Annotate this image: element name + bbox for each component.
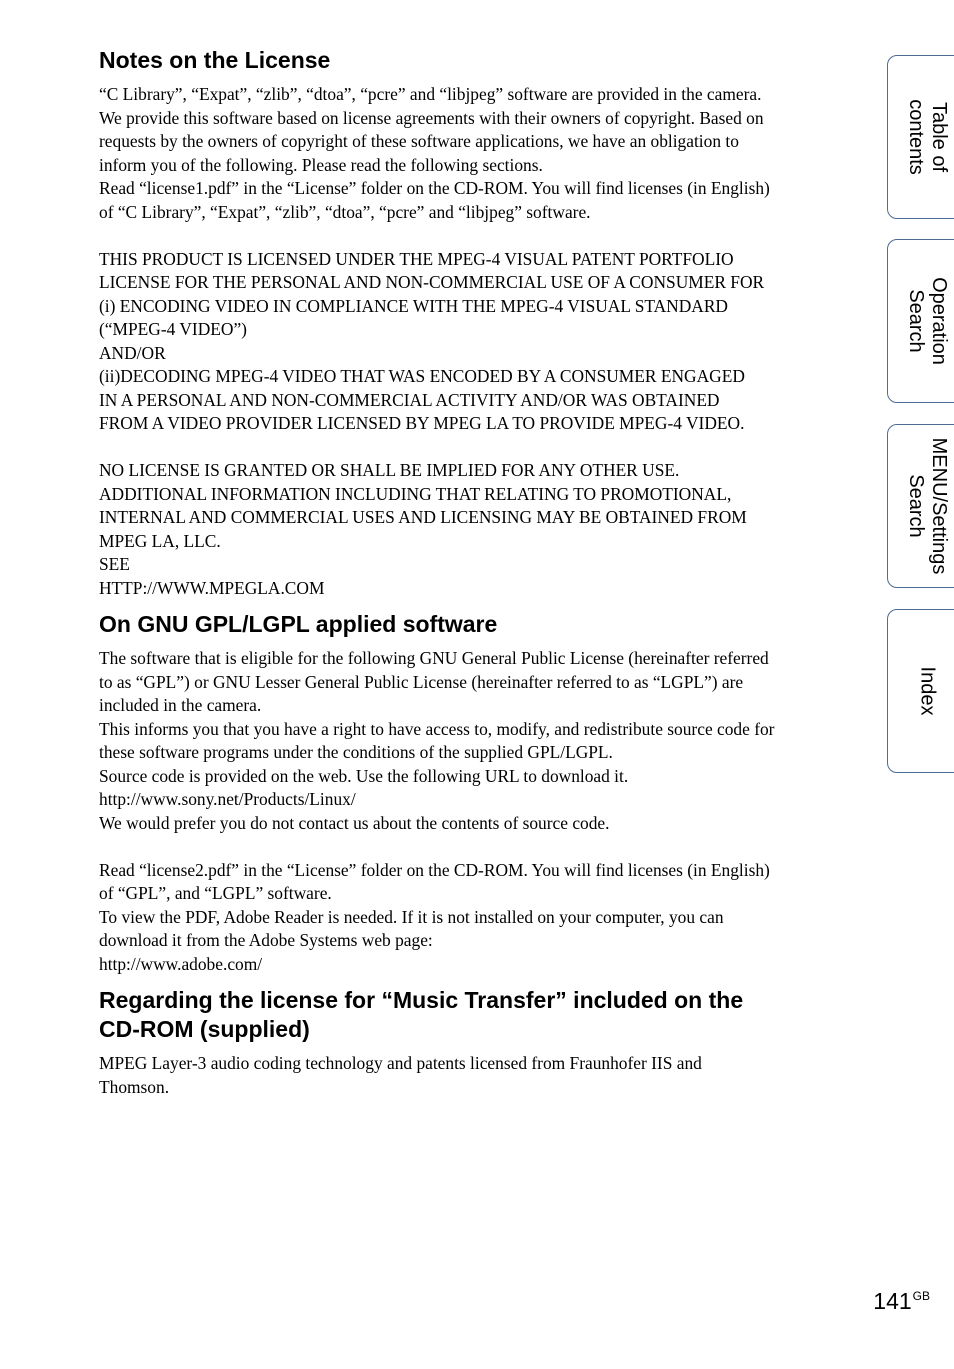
tab-index[interactable] — [887, 609, 954, 773]
text-line: We provide this software based on license agreements with their owners of copyright. Based on — [99, 107, 764, 128]
tab-label — [904, 277, 950, 365]
tab-label — [904, 438, 950, 575]
tab-table-of-contents[interactable] — [887, 55, 954, 219]
blank-line — [99, 224, 859, 248]
page-number-value: 141 — [873, 1288, 912, 1314]
text-line: (“MPEG-4 VIDEO”) — [99, 319, 247, 339]
tab-operation-search[interactable] — [887, 239, 954, 403]
section-body — [99, 647, 859, 976]
section-heading — [99, 986, 859, 1044]
text-line: of “GPL”, and “LGPL” software. — [99, 883, 332, 903]
section-notes-on-license — [99, 46, 859, 600]
section-heading: On GNU GPL/LGPL applied software — [99, 611, 498, 637]
tab-label-line: Search — [905, 474, 927, 538]
page-number — [873, 1288, 930, 1315]
text-line: http://www.sony.net/Products/Linux/ — [99, 789, 356, 809]
tab-menu-settings-search[interactable] — [887, 424, 954, 588]
section-body — [99, 1052, 859, 1099]
text-line: AND/OR — [99, 342, 166, 363]
tab-label — [904, 99, 950, 175]
tab-label-line: contents — [905, 99, 927, 175]
tab-label-line: MENU/Settings — [928, 437, 950, 575]
text-line: Source code is provided on the web. Use the following URL to download it. — [99, 765, 629, 786]
text-line: This informs you that you have a right to have access to, modify, and redistribute source code for — [99, 718, 775, 739]
text-line: IN A PERSONAL AND NON-COMMERCIAL ACTIVITY AND/OR WAS OBTAINED — [99, 389, 720, 410]
text-line: Thomson. — [99, 1076, 170, 1097]
text-line: these software programs under the conditions of the supplied GPL/LGPL. — [99, 742, 613, 762]
text-line: http://www.adobe.com/ — [99, 953, 263, 974]
section-music-transfer — [99, 986, 859, 1099]
text-line: NO LICENSE IS GRANTED OR SHALL BE IMPLIED FOR ANY OTHER USE. — [99, 460, 680, 480]
tab-label-line: Search — [905, 289, 927, 353]
section-gnu-gpl — [99, 610, 859, 976]
blank-line — [99, 436, 859, 460]
text-line: FROM A VIDEO PROVIDER LICENSED BY MPEG LA TO PROVIDE MPEG-4 VIDEO. — [99, 413, 745, 433]
text-line: MPEG Layer-3 audio coding technology and patents licensed from Fraunhofer IIS and — [99, 1053, 702, 1073]
text-line: download it from the Adobe Systems web page: — [99, 930, 433, 950]
text-line: INTERNAL AND COMMERCIAL USES AND LICENSING MAY BE OBTAINED FROM — [99, 507, 747, 527]
text-line: “C Library”, “Expat”, “zlib”, “dtoa”, “pcre” and “libjpeg” software are provided in the camera. — [99, 84, 762, 104]
text-line: of “C Library”, “Expat”, “zlib”, “dtoa”, “pcre” and “libjpeg” software. — [99, 201, 591, 222]
blank-line — [99, 835, 859, 859]
tab-label — [916, 667, 939, 716]
text-line: MPEG LA, LLC. — [99, 530, 221, 551]
text-line: We would prefer you do not contact us about the contents of source code. — [99, 812, 610, 833]
tab-label-line: Operation — [928, 277, 950, 365]
section-body — [99, 83, 859, 600]
heading-line: CD-ROM (supplied) — [99, 1016, 310, 1042]
tab-label-line: Index — [916, 666, 939, 716]
text-line: (i) ENCODING VIDEO IN COMPLIANCE WITH THE MPEG-4 VISUAL STANDARD — [99, 295, 728, 316]
page-number-suffix: GB — [912, 1289, 930, 1303]
tab-label-line: Table of — [928, 101, 950, 173]
text-line: To view the PDF, Adobe Reader is needed. If it is not installed on your computer, you can — [99, 906, 724, 927]
text-line: inform you of the following. Please read the following sections. — [99, 154, 543, 175]
text-line: Read “license2.pdf” in the “License” folder on the CD-ROM. You will find licenses (in English) — [99, 859, 770, 880]
page-content — [99, 46, 859, 1099]
text-line: (ii)DECODING MPEG-4 VIDEO THAT WAS ENCODED BY A CONSUMER ENGAGED — [99, 366, 745, 386]
text-line: to as “GPL”) or GNU Lesser General Public License (hereinafter referred to as “LGPL”) are — [99, 671, 744, 692]
text-line: THIS PRODUCT IS LICENSED UNDER THE MPEG-4 VISUAL PATENT PORTFOLIO — [99, 248, 734, 269]
text-line: ADDITIONAL INFORMATION INCLUDING THAT RELATING TO PROMOTIONAL, — [99, 483, 732, 504]
text-line: requests by the owners of copyright of these software applications, we have an obligation to — [99, 131, 739, 151]
text-line: SEE — [99, 554, 130, 574]
text-line: The software that is eligible for the following GNU General Public License (hereinafter referred — [99, 648, 769, 668]
section-heading: Notes on the License — [99, 47, 331, 73]
text-line: included in the camera. — [99, 695, 262, 715]
text-line: HTTP://WWW.MPEGLA.COM — [99, 577, 325, 598]
heading-line: Regarding the license for “Music Transfer” included on the — [99, 987, 744, 1013]
text-line: LICENSE FOR THE PERSONAL AND NON-COMMERCIAL USE OF A CONSUMER FOR — [99, 272, 765, 292]
text-line: Read “license1.pdf” in the “License” folder on the CD-ROM. You will find licenses (in English) — [99, 178, 770, 198]
